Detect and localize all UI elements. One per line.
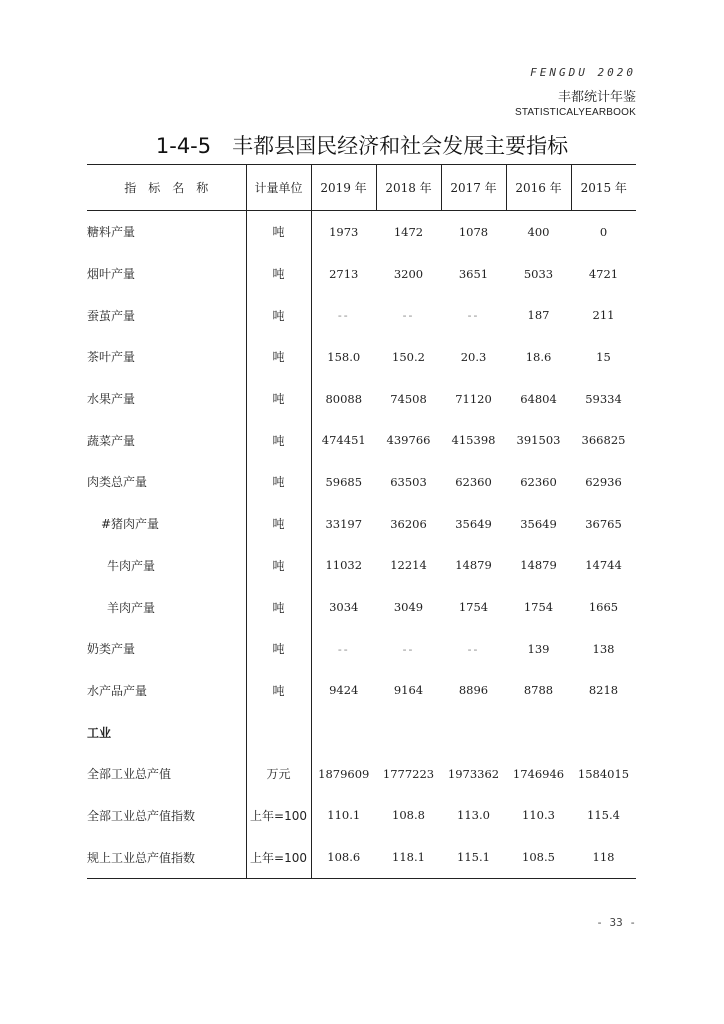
header-chinese: 丰都统计年鉴 — [557, 90, 636, 105]
value-cell: 1584015 — [577, 766, 630, 781]
table-row — [87, 711, 636, 753]
table-row — [87, 670, 636, 712]
value-cell: 1754 — [458, 600, 489, 615]
header-subtitle: STATISTICALYEARBOOK — [514, 107, 636, 118]
value-cell: 1472 — [393, 224, 424, 239]
value-cell: 113.0 — [457, 808, 490, 823]
value-cell: 1754 — [523, 600, 554, 615]
value-cell: 366825 — [581, 433, 626, 448]
value-cell: 59334 — [585, 391, 622, 406]
value-cell: 35649 — [455, 516, 492, 531]
value-cell: 1665 — [588, 600, 619, 615]
value-cell: 74508 — [390, 391, 427, 406]
value-cell: 439766 — [386, 433, 431, 448]
value-cell: 108.8 — [392, 808, 425, 823]
table-row — [87, 461, 636, 503]
row-label: 水产品产量 — [87, 683, 148, 698]
value-cell: 5033 — [523, 266, 554, 281]
row-unit: 吨 — [246, 670, 311, 712]
value-cell: 474451 — [321, 433, 366, 448]
column-header-2016: 2016 年 — [506, 165, 571, 211]
value-cell: 80088 — [325, 391, 363, 406]
value-cell: 118 — [571, 836, 636, 878]
value-cell: 3200 — [393, 266, 424, 281]
row-unit: 吨 — [246, 378, 311, 420]
row-label: 烟叶产量 — [87, 267, 136, 282]
value-cell: 415398 — [451, 433, 496, 448]
value-cell: 1973362 — [447, 766, 500, 781]
row-label: 蔬菜产量 — [87, 433, 136, 448]
value-cell: 3034 — [329, 600, 359, 615]
table-row — [87, 419, 636, 461]
row-unit: 上年=100 — [246, 836, 311, 878]
value-cell: 0 — [599, 224, 608, 239]
value-cell: 400 — [527, 224, 550, 239]
value-cell: 108.6 — [311, 836, 376, 878]
value-cell: 20.3 — [460, 349, 487, 364]
value-cell — [376, 711, 441, 753]
value-cell: 8218 — [588, 683, 619, 698]
row-unit: 吨 — [246, 545, 311, 587]
row-unit: 吨 — [246, 586, 311, 628]
column-header-2015: 2015 年 — [571, 165, 636, 211]
value-cell: 36206 — [390, 516, 427, 531]
value-cell: 150.2 — [392, 349, 425, 364]
value-cell: 35649 — [520, 516, 557, 531]
value-cell: 1879609 — [318, 766, 370, 781]
table-row — [87, 753, 636, 795]
value-cell: 36765 — [585, 516, 622, 531]
column-header-unit: 计量单位 — [246, 165, 311, 211]
row-unit: 吨 — [246, 628, 311, 670]
value-cell: 63503 — [390, 474, 427, 489]
row-label: 牛肉产量 — [107, 558, 156, 573]
table-row — [87, 378, 636, 420]
value-cell: 138 — [592, 641, 615, 656]
value-cell: 115.4 — [587, 808, 620, 823]
table-row — [87, 503, 636, 545]
table-row — [87, 253, 636, 295]
value-cell: 110.1 — [327, 808, 361, 823]
value-cell — [311, 711, 376, 753]
value-cell: 14879 — [520, 558, 557, 573]
value-cell: 59685 — [325, 474, 363, 489]
value-cell: 3049 — [393, 600, 424, 615]
value-cell: 2713 — [329, 266, 359, 281]
row-unit: 上年=100 — [246, 795, 311, 837]
value-cell — [441, 711, 506, 753]
indicator-table — [87, 164, 636, 879]
row-label: 糖料产量 — [87, 225, 136, 240]
row-unit: 吨 — [246, 461, 311, 503]
row-unit — [246, 711, 311, 753]
value-cell: 14744 — [585, 558, 622, 573]
row-label: 羊肉产量 — [107, 600, 156, 615]
value-cell: 1078 — [458, 224, 489, 239]
row-unit: 万元 — [246, 753, 311, 795]
row-label: 全部工业总产值指数 — [87, 808, 196, 823]
header-english: FENGDU 2020 — [530, 66, 636, 79]
row-unit: 吨 — [246, 294, 311, 336]
value-cell: 14879 — [455, 558, 492, 573]
value-cell — [571, 711, 636, 753]
table-row — [87, 586, 636, 628]
row-label: 规上工业总产值指数 — [87, 836, 246, 878]
value-cell: 3651 — [458, 266, 489, 281]
column-header-2019: 2019 年 — [311, 165, 376, 211]
row-label: 工业 — [87, 725, 112, 740]
value-cell: 33197 — [325, 516, 363, 531]
row-label: #猪肉产量 — [101, 517, 160, 532]
value-cell: -- — [402, 308, 415, 323]
page-number: - 33 - — [596, 916, 636, 929]
row-unit: 吨 — [246, 211, 311, 253]
row-label: 肉类总产量 — [87, 475, 148, 490]
value-cell: 110.3 — [522, 808, 555, 823]
value-cell: 187 — [527, 308, 550, 323]
table-row — [87, 211, 636, 253]
value-cell: 115.1 — [441, 836, 506, 878]
table-row — [87, 336, 636, 378]
column-header-2017: 2017 年 — [441, 165, 506, 211]
value-cell: 64804 — [520, 391, 557, 406]
row-unit: 吨 — [246, 503, 311, 545]
row-label: 全部工业总产值 — [87, 767, 172, 782]
row-label: 茶叶产量 — [87, 350, 136, 365]
value-cell: 11032 — [325, 558, 363, 573]
value-cell: 8788 — [523, 683, 554, 698]
value-cell: 4721 — [588, 266, 619, 281]
value-cell: 9164 — [393, 683, 424, 698]
row-unit: 吨 — [246, 253, 311, 295]
value-cell: 211 — [592, 308, 615, 323]
table-row — [87, 545, 636, 587]
value-cell: 1973 — [329, 224, 359, 239]
value-cell: 158.0 — [327, 349, 361, 364]
value-cell: 108.5 — [506, 836, 571, 878]
table-row — [87, 795, 636, 837]
row-label: 奶类产量 — [87, 642, 136, 657]
value-cell: 1746946 — [512, 766, 565, 781]
value-cell: 12214 — [390, 558, 427, 573]
value-cell: 62360 — [455, 474, 492, 489]
table-row — [87, 628, 636, 670]
value-cell: -- — [467, 308, 480, 323]
value-cell: 8896 — [458, 683, 489, 698]
value-cell: 18.6 — [525, 349, 552, 364]
row-unit: 吨 — [246, 419, 311, 461]
value-cell: -- — [337, 308, 350, 323]
value-cell: 9424 — [329, 683, 359, 698]
value-cell: -- — [467, 641, 480, 656]
row-unit: 吨 — [246, 336, 311, 378]
value-cell: 62360 — [520, 474, 557, 489]
table-header-row — [87, 165, 636, 211]
value-cell — [506, 711, 571, 753]
value-cell: 1777223 — [382, 766, 435, 781]
value-cell: 71120 — [455, 391, 492, 406]
row-label: 水果产量 — [87, 392, 136, 407]
table-row — [87, 294, 636, 336]
value-cell: 139 — [527, 641, 550, 656]
page-title: 1-4-5 丰都县国民经济和社会发展主要指标 — [155, 134, 569, 158]
value-cell: -- — [402, 641, 415, 656]
column-header-name: 指 标 名 称 — [87, 165, 246, 211]
value-cell: -- — [337, 641, 350, 656]
value-cell: 15 — [596, 349, 611, 364]
value-cell: 118.1 — [376, 836, 441, 878]
table-row — [87, 836, 636, 878]
value-cell: 62936 — [585, 474, 622, 489]
column-header-2018: 2018 年 — [376, 165, 441, 211]
row-label: 蚕茧产量 — [87, 308, 136, 323]
value-cell: 391503 — [516, 433, 561, 448]
